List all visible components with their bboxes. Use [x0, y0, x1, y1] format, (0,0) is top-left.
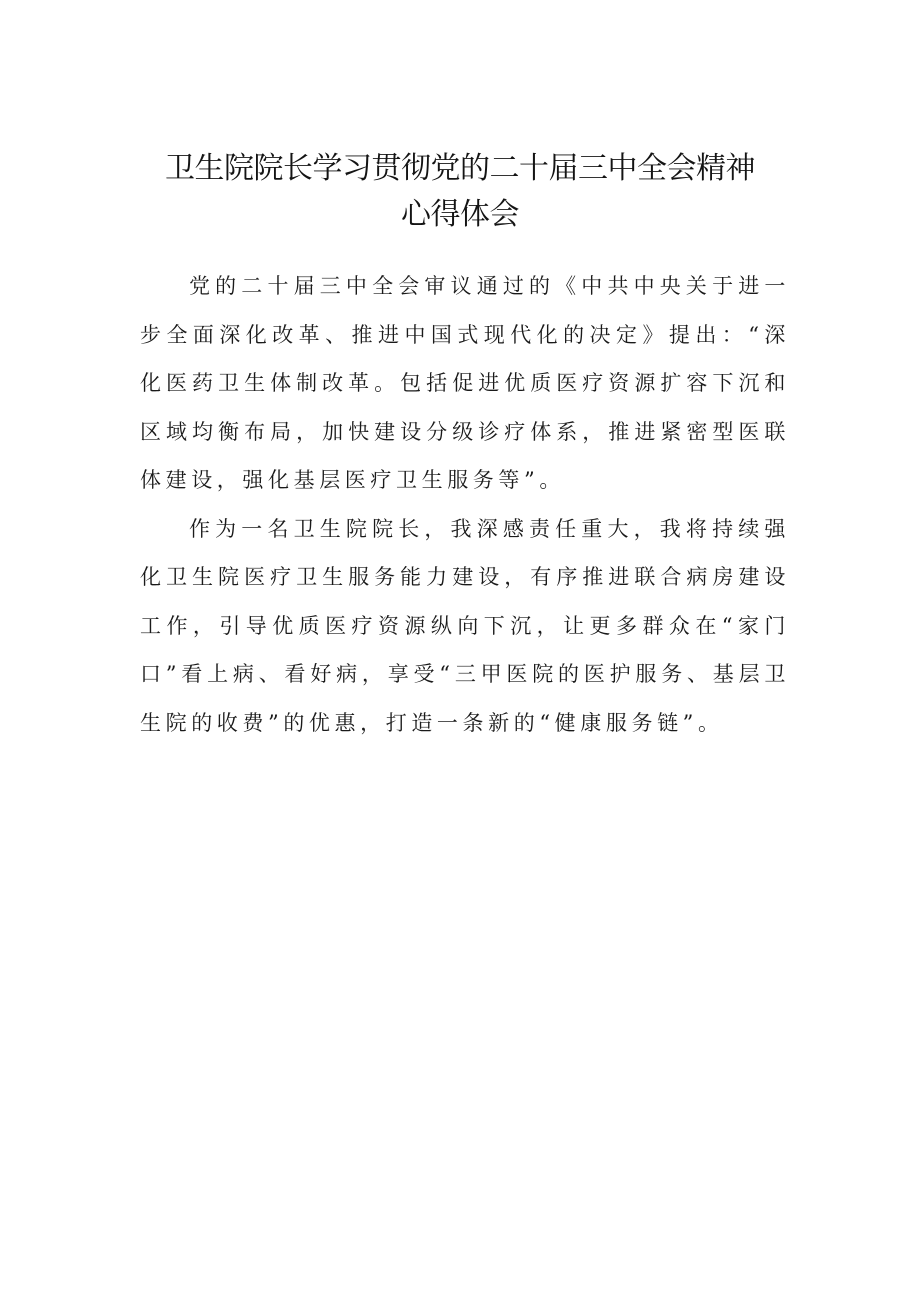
document-title	[120, 146, 800, 238]
title-line-1: 卫生院院长学习贯彻党的二十届三中全会精神	[165, 151, 755, 186]
document-body	[140, 262, 790, 747]
paragraph-1: 党的二十届三中全会审议通过的《中共中央关于进一步全面深化改革、推进中国式现代化的决定》提出：“深化医药卫生体制改革。包括促进优质医疗资源扩容下沉和区域均衡布局，加快建设分级诊疗体系，推进紧密型医联体建设，强化基层医疗卫生服务等”。	[140, 274, 790, 492]
title-line-2: 心得体会	[401, 197, 519, 232]
paragraph-2: 作为一名卫生院院长，我深感责任重大，我将持续强化卫生院医疗卫生服务能力建设，有序推进联合病房建设工作，引导优质医疗资源纵向下沉，让更多群众在“家门口”看上病、看好病，享受“三甲医院的医护服务、基层卫生院的收费”的优惠，打造一条新的“健康服务链”。	[140, 516, 790, 735]
